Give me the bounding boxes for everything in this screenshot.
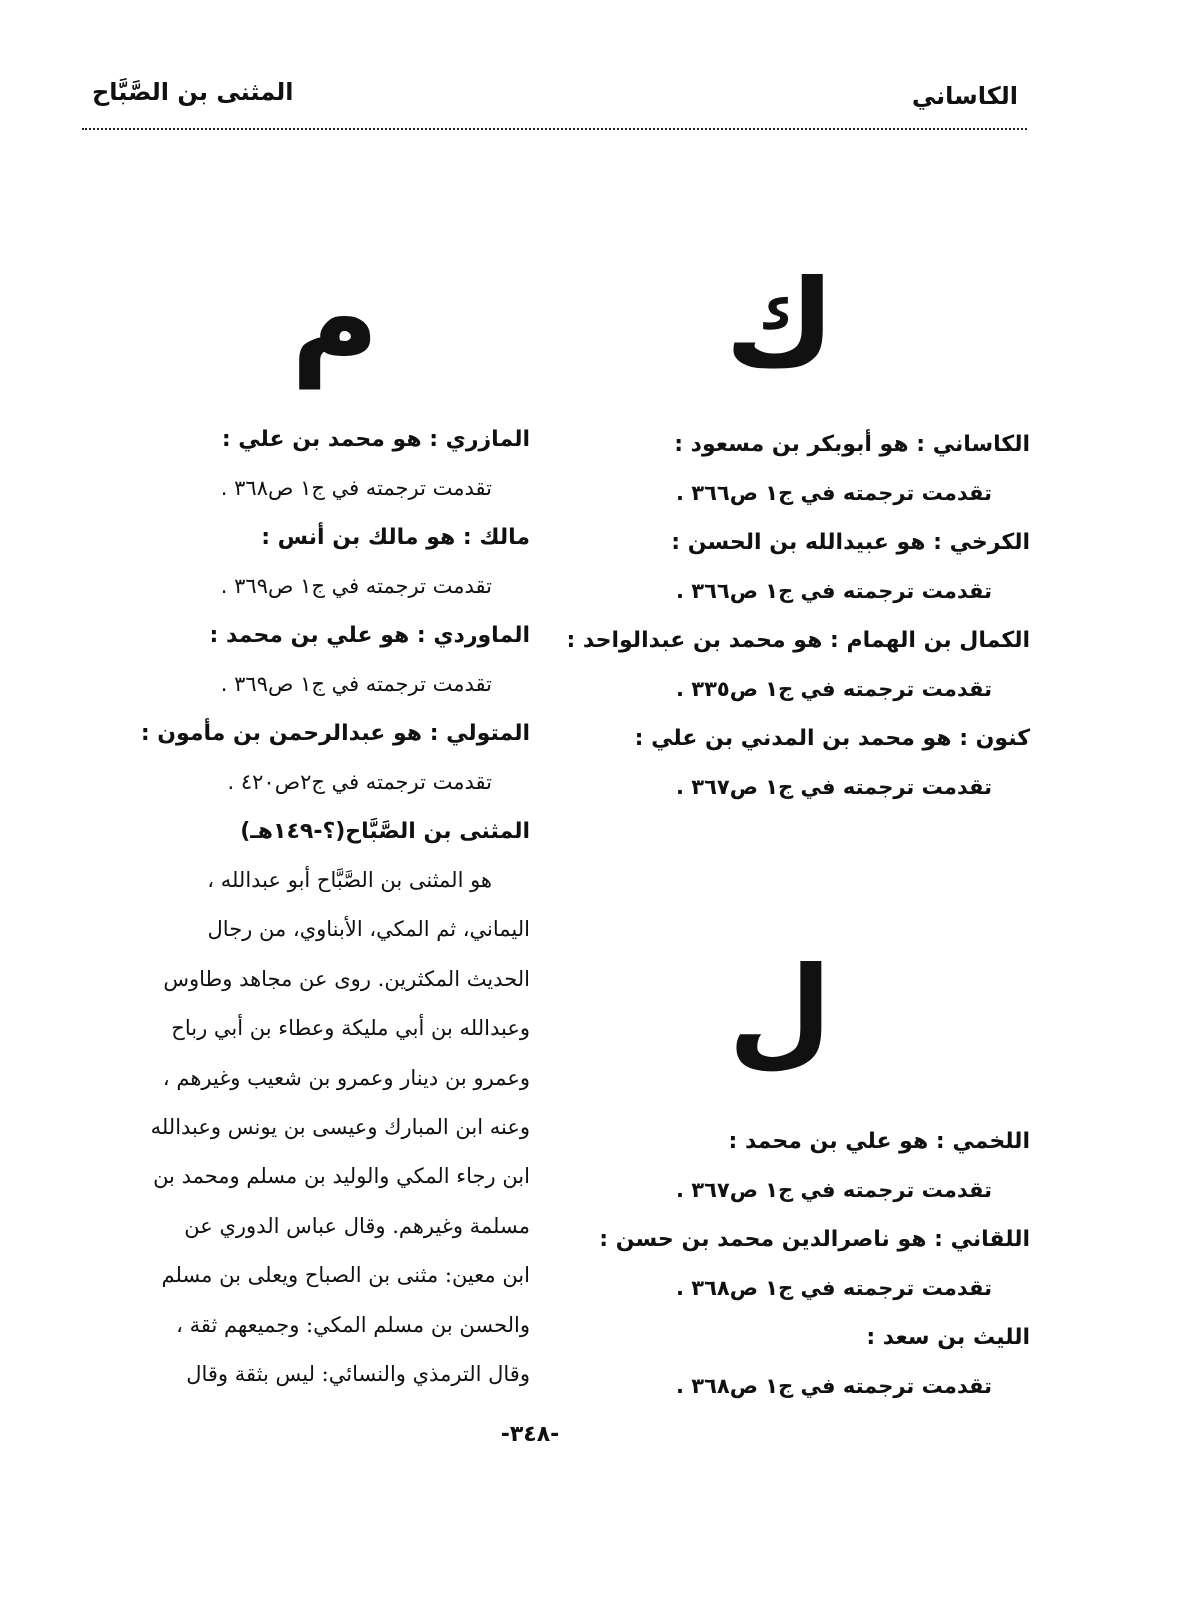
entry-ref: تقدمت ترجمته في ج١ ص٣٦٦ . xyxy=(675,481,992,505)
bio-line: وعمرو بن دينار وعمرو بن شعيب وغيرهم ، xyxy=(162,1065,530,1090)
bio-line: ابن معين: مثنى بن الصباح ويعلى بن مسلم xyxy=(161,1263,530,1288)
entry-ref: تقدمت ترجمته في ج١ ص٣٣٥ . xyxy=(675,677,992,701)
header-dotted-rule xyxy=(82,128,1027,130)
entry-title: المازري : هو محمد بن علي : xyxy=(221,427,530,452)
bio-line: اليماني، ثم المكي، الأبناوي، من رجال xyxy=(207,917,530,942)
entry-ref: تقدمت ترجمته في ج١ ص٣٦٨ . xyxy=(675,1276,992,1300)
bio-line: ابن رجاء المكي والوليد بن مسلم ومحمد بن xyxy=(153,1164,530,1189)
bio-title: المثنى بن الصَّبَّاح(؟-١٤٩هـ) xyxy=(240,819,530,844)
lam-entries xyxy=(599,1117,1030,1411)
kaf-entries xyxy=(566,420,1030,812)
section-letter-mim: م xyxy=(291,250,379,389)
entry-title: الليث بن سعد : xyxy=(866,1325,1030,1350)
right-column xyxy=(566,225,1030,1411)
mim-entries xyxy=(80,415,530,856)
entry-ref: تقدمت ترجمته في ج١ ص٣٦٩ . xyxy=(220,672,492,696)
bio-line: الحديث المكثرين. روى عن مجاهد وطاوس xyxy=(163,966,530,991)
running-header-right: الكاساني xyxy=(911,82,1018,110)
left-column xyxy=(80,225,530,1399)
entry-title: اللقاني : هو ناصرالدين محمد بن حسن : xyxy=(599,1227,1030,1252)
bio-line: وقال الترمذي والنسائي: ليس بثقة وقال xyxy=(186,1362,530,1387)
entry-ref: تقدمت ترجمته في ج١ ص٣٦٨ . xyxy=(220,476,492,500)
entry-title: الكمال بن الهمام : هو محمد بن عبدالواحد : xyxy=(566,628,1030,653)
bio-line: مسلمة وغيرهم. وقال عباس الدوري عن xyxy=(184,1213,530,1238)
section-letter-lam: ل xyxy=(727,942,833,1081)
entry-ref: تقدمت ترجمته في ج١ ص٣٦٩ . xyxy=(220,574,492,598)
entry-title: الماوردي : هو علي بن محمد : xyxy=(209,623,530,648)
entry-title: كنون : هو محمد بن المدني بن علي : xyxy=(634,726,1030,751)
entry-title: الكرخي : هو عبيدالله بن الحسن : xyxy=(671,530,1030,555)
running-header-left: المثنى بن الصَّبَّاح xyxy=(92,78,294,106)
section-letter-kaf: ك xyxy=(725,255,835,394)
entry-title: المتولي : هو عبدالرحمن بن مأمون : xyxy=(140,721,530,746)
bio-line: وعبدالله بن أبي مليكة وعطاء بن أبي رباح xyxy=(171,1016,530,1041)
entry-ref: تقدمت ترجمته في ج١ ص٣٦٧ . xyxy=(675,775,992,799)
entry-ref: تقدمت ترجمته في ج١ ص٣٦٧ . xyxy=(675,1178,992,1202)
entry-ref: تقدمت ترجمته في ج٢ص٤٢٠ . xyxy=(227,770,492,794)
entry-ref: تقدمت ترجمته في ج١ ص٣٦٨ . xyxy=(675,1374,992,1398)
biography-paragraph xyxy=(80,856,530,1399)
page-number: -٣٤٨- xyxy=(500,1422,560,1447)
bio-line: والحسن بن مسلم المكي: وجميعهم ثقة ، xyxy=(176,1312,530,1337)
entry-title: مالك : هو مالك بن أنس : xyxy=(261,525,530,550)
entry-title: الكاساني : هو أبوبكر بن مسعود : xyxy=(674,432,1030,457)
bio-line: وعنه ابن المبارك وعيسى بن يونس وعبدالله xyxy=(150,1115,530,1140)
bio-line: هو المثنى بن الصَّبَّاح أبو عبدالله ، xyxy=(207,868,492,892)
entry-title: اللخمي : هو علي بن محمد : xyxy=(728,1129,1030,1154)
entry-ref: تقدمت ترجمته في ج١ ص٣٦٦ . xyxy=(675,579,992,603)
